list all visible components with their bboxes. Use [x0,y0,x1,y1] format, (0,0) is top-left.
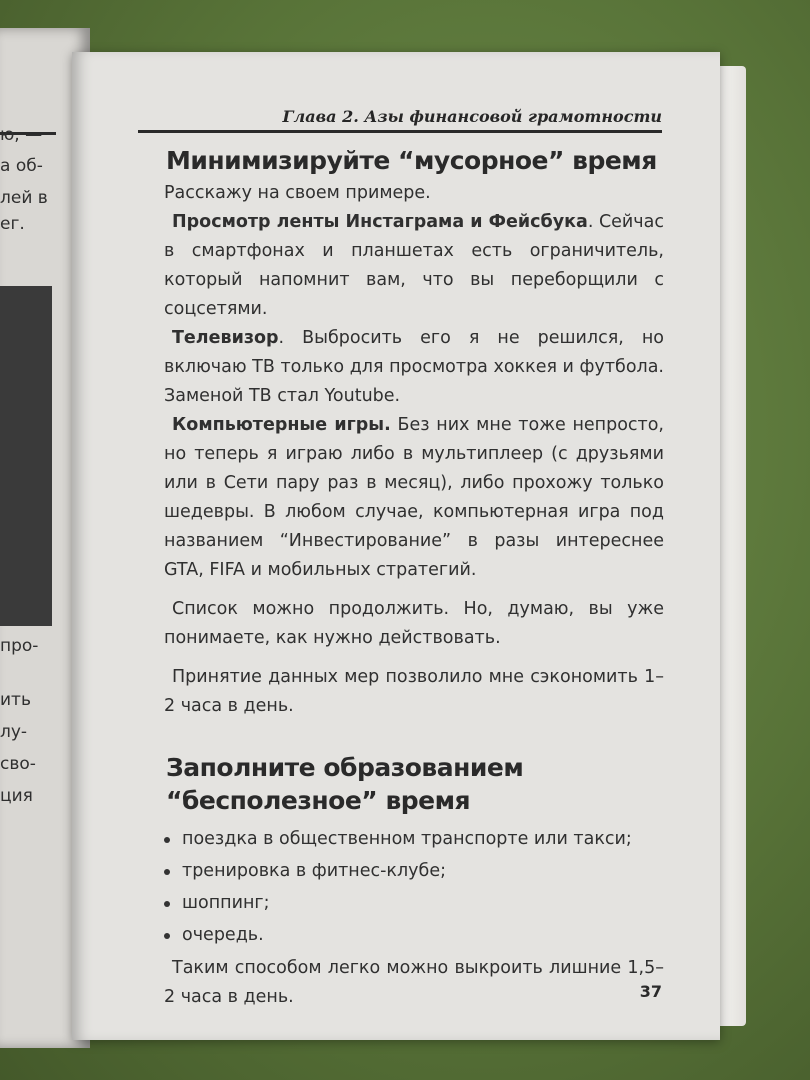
bold-term: Просмотр ленты Инстаграма и Фейсбука [172,212,588,232]
bullet-list [164,825,664,950]
list-item: поездка в общественном транспорте или такси; [164,825,664,854]
paragraph-instagram: Просмотр ленты Инстаграма и Фейсбука. Сейчас в смартфонах и планшетах есть ограничитель, который напомнит вам, что вы переборщили с соцсетями. [164,212,664,319]
left-page-fragment: ю, — [0,125,43,145]
header-rule [138,130,662,133]
bullet-dot-icon [164,837,170,843]
list-item: тренировка в фитнес-клубе; [164,857,664,886]
bold-term: Телевизор [172,328,279,348]
bold-term: Компьютерные игры. [172,415,391,435]
page-content [164,144,664,1012]
list-item: очередь. [164,921,664,950]
section-title-1: Минимизируйте “мусорное” время [166,146,657,175]
left-page-fragment: лу- [0,722,28,742]
list-item: шоппинг; [164,889,664,918]
bullet-dot-icon [164,901,170,907]
paragraph-games: Компьютерные игры. Без них мне тоже непросто, но теперь я играю либо в мультиплеер (с друзьями или в Сети пару раз в месяц), либо прохожу только шедевры. В любом случае, компьютерная игра под названием “Инвестирование” в разы интереснее GTA, FIFA и мобильных стратегий. [164,415,664,580]
bullet-dot-icon [164,869,170,875]
paragraph-result: Принятие данных мер позволило мне сэкономить 1–2 часа в день. [164,667,664,716]
section-title-2: Заполните образованием “бесполезное” время [166,753,524,815]
running-head: Глава 2. Азы финансовой грамотности [282,107,662,126]
paragraph-intro: Расскажу на своем примере. [164,183,431,203]
paragraph-tv: Телевизор. Выбросить его я не решился, но включаю ТВ только для просмотра хоккея и футбола. Заменой ТВ стал Youtube. [164,328,664,406]
left-page-photo [0,286,52,626]
left-page-fragment: ить [0,690,31,710]
left-page-fragment: а об- [0,156,43,176]
left-page-fragment: лей в [0,188,48,208]
bullet-dot-icon [164,933,170,939]
left-page-fragment: ег. [0,214,25,234]
left-page-fragment: про- [0,636,39,656]
left-page-fragment: ция [0,786,33,806]
page-number: 37 [639,982,662,1001]
left-page-fragment: сво- [0,754,36,774]
paragraph-continue: Список можно продолжить. Но, думаю, вы уже понимаете, как нужно действовать. [164,599,664,648]
paragraph-closing: Таким способом легко можно выкроить лишние 1,5–2 часа в день. [164,958,664,1007]
book-page [72,52,720,1040]
